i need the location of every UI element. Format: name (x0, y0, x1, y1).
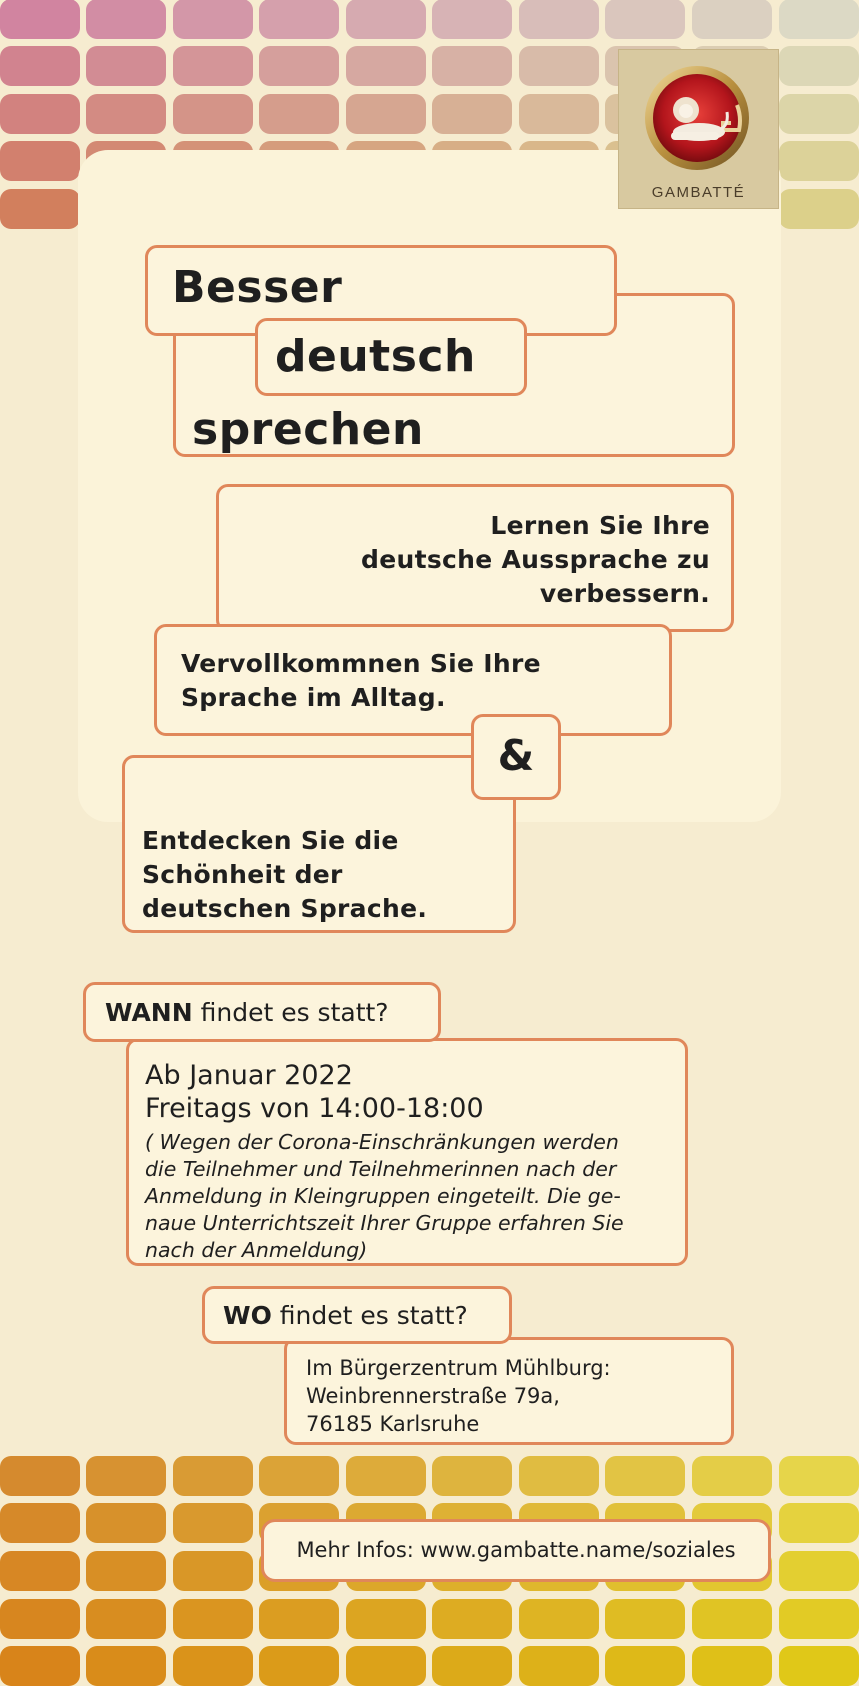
background-tile (432, 46, 512, 86)
where-line: Im Bürgerzentrum Mühlburg: (306, 1356, 611, 1380)
background-tile (779, 94, 859, 134)
background-tile (605, 1599, 685, 1639)
background-tile (0, 1646, 80, 1686)
background-tile (779, 1503, 859, 1543)
background-tile (346, 1599, 426, 1639)
background-tile (173, 1646, 253, 1686)
when-time: Freitags von 14:00-18:00 (145, 1093, 484, 1124)
background-tile (519, 1456, 599, 1496)
background-tile (605, 1456, 685, 1496)
background-tile (346, 1646, 426, 1686)
when-note-line: Anmeldung in Kleingruppen eingeteilt. Die ge- (145, 1184, 621, 1208)
background-tile (779, 1646, 859, 1686)
background-tile (259, 1646, 339, 1686)
where-details-box (284, 1337, 734, 1445)
background-tile (173, 1456, 253, 1496)
background-tile (86, 94, 166, 134)
background-tile (692, 1456, 772, 1496)
where-label-bold: WO (223, 1301, 272, 1330)
background-tile (173, 46, 253, 86)
point-box-beauty (122, 755, 516, 933)
headline-line1: Besser (172, 262, 343, 313)
point2-line: Sprache im Alltag. (181, 683, 446, 712)
background-tile (692, 1599, 772, 1639)
when-note-line: nach der Anmeldung) (145, 1238, 368, 1262)
ampersand: & (497, 731, 535, 780)
headline-line3: sprechen (192, 404, 424, 455)
background-tile (86, 0, 166, 39)
where-line: Weinbrennerstraße 79a, (306, 1384, 560, 1408)
when-label-rest: findet es statt? (192, 998, 389, 1027)
background-tile (0, 1551, 80, 1591)
background-tile (259, 1456, 339, 1496)
background-tile (86, 1456, 166, 1496)
when-details-box (126, 1038, 688, 1266)
background-tile (86, 1599, 166, 1639)
where-label-rest: findet es statt? (271, 1301, 468, 1330)
background-tile (432, 0, 512, 39)
when-note-line: die Teilnehmer und Teilnehmerinnen nach der (145, 1157, 617, 1181)
point3-line: deutschen Sprache. (142, 894, 428, 923)
more-info-link[interactable]: Mehr Infos: www.gambatte.name/soziales (296, 1538, 736, 1562)
logo-text: GAMBATTÉ (651, 184, 746, 201)
background-tile (692, 1646, 772, 1686)
headline-line2: deutsch (275, 331, 476, 382)
background-tile (692, 0, 772, 39)
background-tile (605, 0, 685, 39)
point-box-everyday (154, 624, 672, 736)
background-tile (346, 0, 426, 39)
background-tile (779, 141, 859, 181)
background-tile (86, 1646, 166, 1686)
background-tile (173, 1551, 253, 1591)
background-tile (346, 46, 426, 86)
background-tile (259, 94, 339, 134)
point3-line: Schönheit der (142, 860, 343, 889)
background-tile (0, 141, 80, 181)
when-start-date: Ab Januar 2022 (145, 1060, 353, 1091)
point2-line: Vervollkommnen Sie Ihre (181, 649, 541, 678)
background-tile (432, 1599, 512, 1639)
background-tile (346, 94, 426, 134)
when-note-line: ( Wegen der Corona-Einschränkungen werden (145, 1130, 619, 1154)
background-tile (259, 0, 339, 39)
where-line: 76185 Karlsruhe (306, 1412, 480, 1436)
where-label-box (202, 1286, 512, 1344)
background-tile (519, 46, 599, 86)
background-tile (0, 1503, 80, 1543)
gambatte-logo (618, 49, 779, 209)
point-box-pronunciation (216, 484, 734, 632)
background-tile (519, 94, 599, 134)
point1-line: verbessern. (539, 579, 710, 608)
background-tile (779, 0, 859, 39)
background-tile (779, 189, 859, 229)
background-tile (0, 94, 80, 134)
background-tile (605, 1646, 685, 1686)
when-label-bold: WANN (105, 998, 193, 1027)
background-tile (173, 1599, 253, 1639)
background-tile (519, 1599, 599, 1639)
background-tile (346, 1456, 426, 1496)
background-tile (0, 0, 80, 39)
background-tile (432, 1456, 512, 1496)
background-tile (432, 94, 512, 134)
when-label-box (83, 982, 441, 1042)
background-tile (519, 1646, 599, 1686)
background-tile (779, 1599, 859, 1639)
background-tile (432, 1646, 512, 1686)
background-tile (779, 46, 859, 86)
point1-line: Lernen Sie Ihre (490, 511, 710, 540)
background-tile (173, 1503, 253, 1543)
background-tile (173, 0, 253, 39)
background-tile (259, 46, 339, 86)
background-tile (519, 0, 599, 39)
background-tile (779, 1456, 859, 1496)
background-tile (779, 1551, 859, 1591)
background-tile (86, 1551, 166, 1591)
point1-line: deutsche Aussprache zu (361, 545, 710, 574)
background-tile (86, 1503, 166, 1543)
background-tile (86, 46, 166, 86)
more-info-box (261, 1519, 771, 1582)
background-tile (259, 1599, 339, 1639)
background-tile (0, 1599, 80, 1639)
background-tile (173, 94, 253, 134)
background-tile (0, 1456, 80, 1496)
ampersand-box (471, 714, 561, 800)
background-tile (0, 46, 80, 86)
when-note-line: naue Unterrichtszeit Ihrer Gruppe erfahren Sie (145, 1211, 624, 1235)
point3-line: Entdecken Sie die (142, 826, 399, 855)
background-tile (0, 189, 80, 229)
